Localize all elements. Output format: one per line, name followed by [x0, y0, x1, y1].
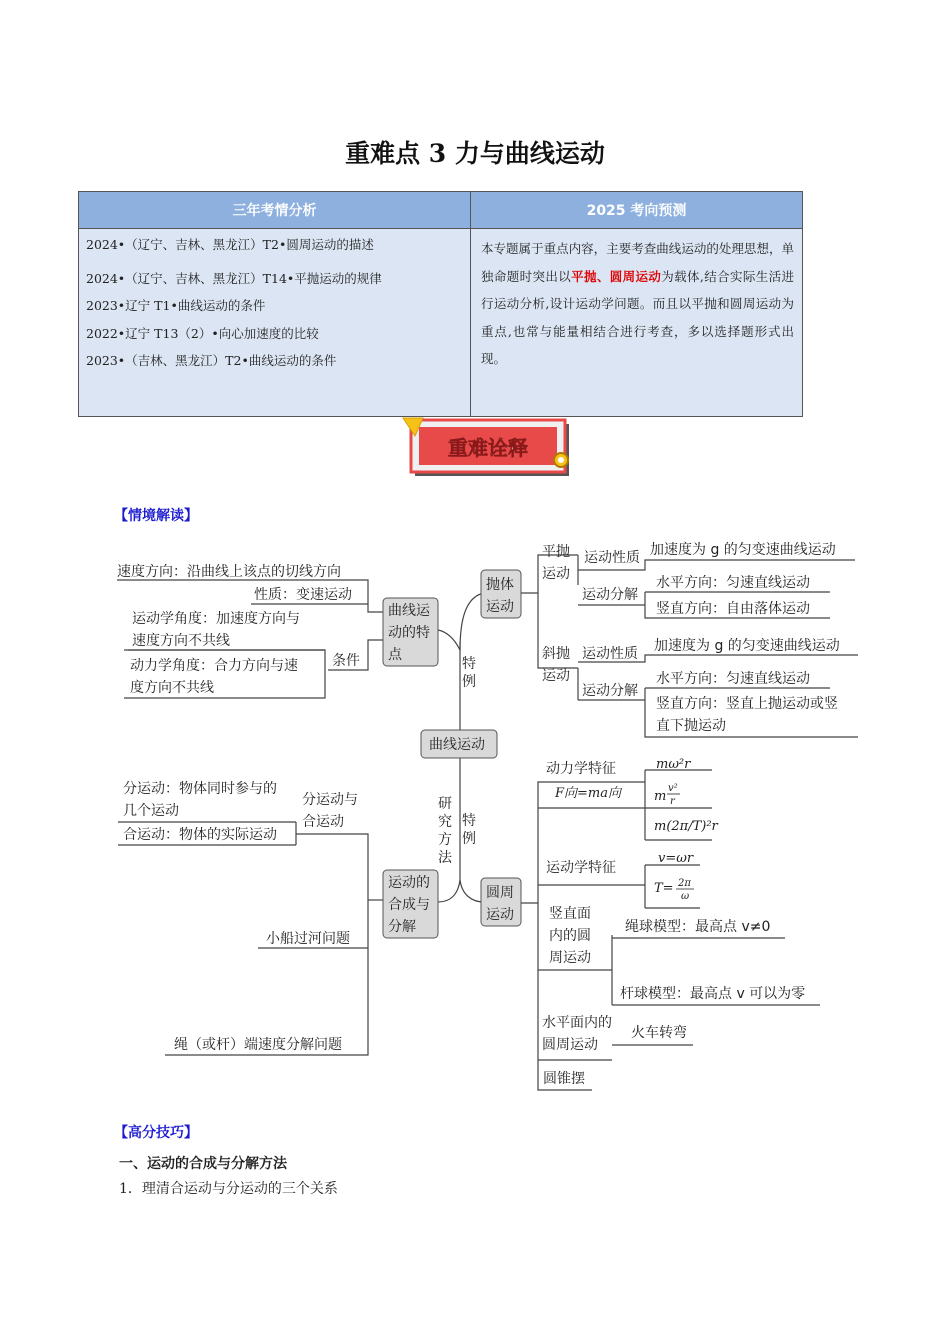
accel-g-1: 加速度为 g 的匀变速曲线运动 [650, 542, 836, 558]
tezheng-char2: 例 [462, 674, 476, 690]
circular-box-l2: 运动 [486, 907, 514, 923]
feature-box-l2: 动的特 [388, 625, 430, 641]
exam-row-4: 2022•辽宁 T13（2）•向心加速度的比较 [86, 326, 319, 341]
vert-throw-2: 直下抛运动 [656, 718, 726, 734]
forecast-text-b: 为载体,结合实际生活进行运动分析,设计运动学问题。而且以平抛和圆周运动为重点,也常与能量相结合进行考查，多以选择题形式出现。 [481, 268, 794, 367]
feature-box-l3: 点 [388, 647, 402, 663]
rod-ball: 杆球模型：最高点 v 可以为零 [620, 986, 806, 1002]
kinematic-line2: 速度方向不共线 [132, 633, 230, 649]
heading-compose-method: 一、运动的合成与分解方法 [119, 1156, 287, 1172]
projectile-box-l1: 抛体 [486, 577, 514, 593]
horiz-uniform-2: 水平方向：匀速直线运动 [656, 671, 810, 687]
motion-nature-1: 运动性质 [584, 550, 640, 566]
feature-box-l1: 曲线运 [388, 603, 430, 619]
forecast-text-a: 本专题属于重点内容，主要考查曲线运动的处理思想，单独命题时突出以 [481, 241, 794, 284]
exam-row-1: 2024•（辽宁、吉林、黑龙江）T2•圆周运动的描述 [86, 237, 374, 252]
velocity-direction: 速度方向：沿曲线上该点的切线方向 [117, 564, 341, 580]
formula-2pi: 2π [678, 878, 691, 889]
formula-r: r [670, 796, 675, 807]
section-context: 【情境解读】 [114, 508, 198, 524]
kinematic-line1: 运动学角度：加速度方向与 [132, 611, 300, 627]
exam-row-3: 2023•辽宁 T1•曲线运动的条件 [86, 298, 266, 313]
table-header-right: 2025 考向预测 [471, 192, 803, 229]
dynamic-line1: 动力学角度：合力方向与速 [130, 658, 298, 674]
forecast-highlight: 平抛、圆周运动 [571, 268, 662, 284]
property: 性质：变速运动 [254, 587, 352, 603]
formula-m-omega2-r: mω²r [656, 757, 691, 772]
resultant-motion: 合运动：物体的实际运动 [123, 827, 277, 843]
table-header-left: 三年考情分析 [79, 192, 471, 229]
page-title: 重难点 3 力与曲线运动 [345, 139, 605, 168]
formula-v2: v² [668, 783, 678, 794]
section-skills: 【高分技巧】 [114, 1125, 198, 1141]
tezheng2-label: 特例 [462, 813, 476, 847]
projectile-box-l2: 运动 [486, 599, 514, 615]
dynamic-line2: 度方向不共线 [130, 680, 214, 696]
horizontal-throw-1: 平抛 [542, 544, 570, 560]
formula-m-v2-r: m [654, 789, 667, 804]
badge-label: 重难诠释 [448, 436, 528, 460]
vert-free: 竖直方向：自由落体运动 [656, 601, 810, 617]
horizontal-circle-1: 水平面内的 [542, 1015, 612, 1031]
exam-row-5: 2023•（吉林、黑龙江）T2•曲线运动的条件 [86, 353, 337, 368]
sub-motion-1: 分运动：物体同时参与的 [123, 781, 277, 797]
exam-row-2: 2024•（辽宁、吉林、黑龙江）T14•平抛运动的规律 [86, 271, 382, 286]
sub-res-1: 分运动与 [302, 792, 358, 808]
compose-box-l3: 分解 [388, 919, 416, 935]
circular-box-l1: 圆周 [486, 885, 514, 901]
sub-motion-2: 几个运动 [123, 803, 179, 819]
formula-omega: ω [681, 891, 690, 902]
vert-throw-1: 竖直方向：竖直上抛运动或竖 [656, 696, 838, 712]
formula-t: T= [654, 881, 674, 896]
oblique-throw-2: 运动 [542, 668, 570, 684]
kin-feature: 运动学特征 [546, 860, 616, 876]
train-turn: 火车转弯 [631, 1025, 687, 1041]
horizontal-throw-2: 运动 [542, 566, 570, 582]
dyn-feature: 动力学特征 [546, 761, 616, 777]
formula-v-omega-r: v=ωr [658, 851, 694, 866]
center-label: 曲线运动 [429, 737, 485, 753]
conical-pendulum: 圆锥摆 [543, 1071, 585, 1087]
motion-nature-2: 运动性质 [582, 646, 638, 662]
boat-problem: 小船过河问题 [266, 931, 350, 947]
motion-decomp-1: 运动分解 [582, 587, 638, 603]
rope-ball: 绳球模型：最高点 v≠0 [625, 919, 771, 935]
accel-g-2: 加速度为 g 的匀变速曲线运动 [654, 638, 840, 654]
formula-m-2pi-t-r: m(2π/T)²r [654, 819, 718, 834]
rope-problem: 绳（或杆）端速度分解问题 [174, 1037, 342, 1053]
sub-res-2: 合运动 [302, 814, 344, 830]
f-equation: F向=ma向 [555, 786, 621, 801]
yanjiu-label: 研究方法 [438, 796, 452, 866]
vertical-circle-3: 周运动 [549, 950, 591, 966]
vertical-circle-2: 内的圆 [549, 928, 591, 944]
condition: 条件 [332, 653, 360, 669]
tezheng-label [462, 655, 476, 690]
motion-decomp-2: 运动分解 [582, 683, 638, 699]
oblique-throw-1: 斜抛 [542, 646, 570, 662]
heading-three-relations: 1．理清合运动与分运动的三个关系 [119, 1181, 338, 1197]
horizontal-circle-2: 圆周运动 [542, 1037, 598, 1053]
tezheng-char1: 特 [462, 656, 476, 672]
vertical-circle-1: 竖直面 [549, 906, 591, 922]
compose-box-l2: 合成与 [388, 897, 430, 913]
horiz-uniform-1: 水平方向：匀速直线运动 [656, 575, 810, 591]
compose-box-l1: 运动的 [388, 875, 430, 891]
